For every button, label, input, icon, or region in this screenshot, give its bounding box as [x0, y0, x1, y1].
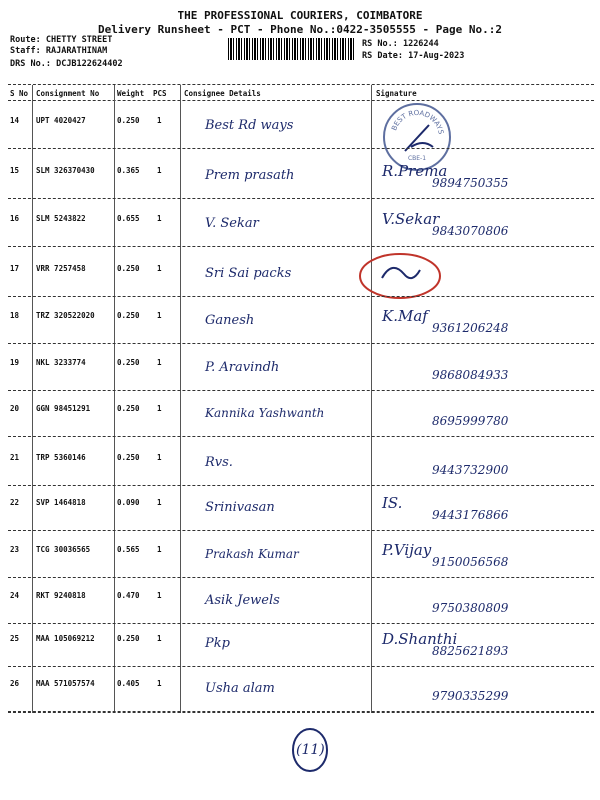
row-sno: 19: [10, 358, 20, 367]
rs-date-label: RS Date:: [362, 51, 403, 61]
row-pcs: 1: [157, 679, 162, 688]
row-consignment: NKL 3233774: [36, 358, 86, 367]
col-pcs: PCS: [153, 89, 167, 98]
row-consignment: GGN 98451291: [36, 404, 91, 413]
row-pcs: 1: [157, 453, 162, 462]
col-consignment: Consignment No: [36, 89, 100, 98]
row-phone: 8695999780: [432, 414, 509, 428]
row-sno: 16: [10, 214, 20, 223]
row-consignment: UPT 4020427: [36, 116, 86, 125]
row-sno: 18: [10, 311, 20, 320]
row-signature: V.Sekar: [382, 210, 440, 228]
row-pcs: 1: [157, 264, 162, 273]
row-consignee: P. Aravindh: [205, 360, 280, 375]
rs-no-label: RS No.:: [362, 39, 398, 49]
row-pcs: 1: [157, 311, 162, 320]
row-weight: 0.250: [117, 358, 140, 367]
row-signature: R.Prema: [382, 162, 448, 180]
row-signature: IS.: [382, 494, 403, 512]
row-weight: 0.250: [117, 116, 140, 125]
row-phone: 9750380809: [432, 601, 509, 615]
row-sno: 26: [10, 679, 20, 688]
row-consignment: RKT 9240818: [36, 591, 86, 600]
row-sno: 22: [10, 498, 20, 507]
header-divider-bottom: [8, 100, 594, 101]
col-signature: Signature: [376, 89, 417, 98]
row-divider: [8, 148, 594, 149]
row-consignment: MAA 571057574: [36, 679, 95, 688]
staff-label: Staff:: [10, 46, 41, 56]
count-mark: (11): [296, 742, 325, 758]
stamp-subtext: CBE-1: [407, 155, 427, 162]
row-sno: 20: [10, 404, 20, 413]
row-signature: K.Maf: [382, 307, 428, 325]
row-consignee: Best Rd ways: [205, 118, 294, 133]
row-phone: 9150056568: [432, 555, 509, 569]
row-signature: D.Shanthi: [382, 630, 458, 648]
row-consignee: Asik Jewels: [205, 593, 280, 608]
col-sep: [114, 85, 115, 713]
col-consignee: Consignee Details: [184, 89, 261, 98]
row-phone: 9894750355: [432, 176, 509, 190]
row-divider: [8, 485, 594, 486]
row-consignee: Ganesh: [205, 313, 255, 328]
row-phone: 9443732900: [432, 463, 509, 477]
company-stamp: [383, 103, 451, 171]
row-consignee: Sri Sai packs: [205, 266, 292, 281]
row-sno: 15: [10, 166, 20, 175]
drs-value: DCJB122624402: [56, 59, 123, 69]
rs-no-line: [362, 39, 439, 49]
rs-date-value: 17-Aug-2023: [408, 51, 465, 61]
row-phone: 8825621893: [432, 644, 509, 658]
row-sno: 23: [10, 545, 20, 554]
row-signature: P.Vijay: [382, 541, 432, 559]
row-consignee: Srinivasan: [205, 500, 275, 515]
col-weight: Weight: [117, 89, 145, 98]
row-consignee: Prakash Kumar: [205, 547, 299, 561]
col-sep: [371, 85, 372, 713]
row-consignee: Pkp: [205, 636, 230, 651]
row-consignee: Usha alam: [205, 681, 275, 696]
drs-label: DRS No.:: [10, 59, 51, 69]
row-divider: [8, 390, 594, 391]
row-phone: 9790335299: [432, 689, 509, 703]
row-divider: [8, 577, 594, 578]
row-weight: 0.655: [117, 214, 140, 223]
row-consignment: MAA 105069212: [36, 634, 95, 643]
rs-no-value: 1226244: [402, 39, 439, 49]
row-pcs: 1: [157, 545, 162, 554]
runsheet-subtitle: Delivery Runsheet - PCT - Phone No.:0422-3505555 - Page No.:2: [98, 23, 502, 36]
rs-date-line: [362, 51, 464, 61]
row-sno: 25: [10, 634, 20, 643]
row-divider: [8, 343, 594, 344]
row-weight: 0.250: [117, 634, 140, 643]
row-consignment: SVP 1464818: [36, 498, 86, 507]
route-value: CHETTY STREET: [45, 35, 113, 45]
row-consignment: TRP 5360146: [36, 453, 86, 462]
row-pcs: 1: [157, 498, 162, 507]
row-sno: 21: [10, 453, 20, 462]
row-pcs: 1: [157, 214, 162, 223]
row-sno: 17: [10, 264, 20, 273]
staff-value: RAJARATHINAM: [45, 46, 108, 56]
row-weight: 0.470: [117, 591, 140, 600]
staff-line: [10, 46, 107, 56]
row-pcs: 1: [157, 358, 162, 367]
row-divider: [8, 296, 594, 297]
row-pcs: 1: [157, 404, 162, 413]
row-weight: 0.090: [117, 498, 140, 507]
red-circle-mark: [356, 250, 444, 302]
row-consignment: VRR 7257458: [36, 264, 86, 273]
row-divider: [8, 198, 594, 199]
row-weight: 0.365: [117, 166, 140, 175]
row-sno: 14: [10, 116, 20, 125]
row-sno: 24: [10, 591, 20, 600]
col-sep: [180, 85, 181, 713]
row-weight: 0.250: [117, 311, 140, 320]
row-consignee: Rvs.: [205, 455, 233, 470]
company-title: THE PROFESSIONAL COURIERS, COIMBATORE: [177, 9, 423, 22]
row-pcs: 1: [157, 634, 162, 643]
row-consignee: V. Sekar: [205, 216, 259, 231]
row-divider: [8, 436, 594, 437]
row-consignment: TRZ 320522020: [36, 311, 95, 320]
row-phone: 9843070806: [432, 224, 509, 238]
barcode: [228, 38, 356, 60]
col-sep: [32, 85, 33, 713]
row-weight: 0.250: [117, 404, 140, 413]
row-divider: [8, 666, 594, 667]
row-divider: [8, 530, 594, 531]
stamp-graphic: [385, 105, 449, 169]
route-label: Route:: [10, 35, 41, 45]
row-consignment: TCG 30036565: [36, 545, 91, 554]
header-divider-top: [8, 84, 594, 85]
row-consignment: SLM 326370430: [36, 166, 95, 175]
row-weight: 0.250: [117, 453, 140, 462]
row-pcs: 1: [157, 591, 162, 600]
row-phone: 9361206248: [432, 321, 509, 335]
row-divider: [8, 246, 594, 247]
row-phone: 9443176866: [432, 508, 509, 522]
row-weight: 0.250: [117, 264, 140, 273]
row-weight: 0.405: [117, 679, 140, 688]
col-sno: S No: [10, 89, 29, 98]
row-pcs: 1: [157, 116, 162, 125]
row-divider: [8, 623, 594, 624]
stamp-text: BEST ROADWAYS: [390, 108, 445, 136]
row-consignee: Kannika Yashwanth: [205, 406, 325, 420]
row-consignee: Prem prasath: [205, 168, 295, 183]
drs-line: [10, 59, 123, 69]
row-phone: 9868084933: [432, 368, 509, 382]
row-pcs: 1: [157, 166, 162, 175]
route-line: [10, 35, 112, 45]
row-weight: 0.565: [117, 545, 140, 554]
table-end-divider: [8, 712, 594, 713]
row-consignment: SLM 5243822: [36, 214, 86, 223]
